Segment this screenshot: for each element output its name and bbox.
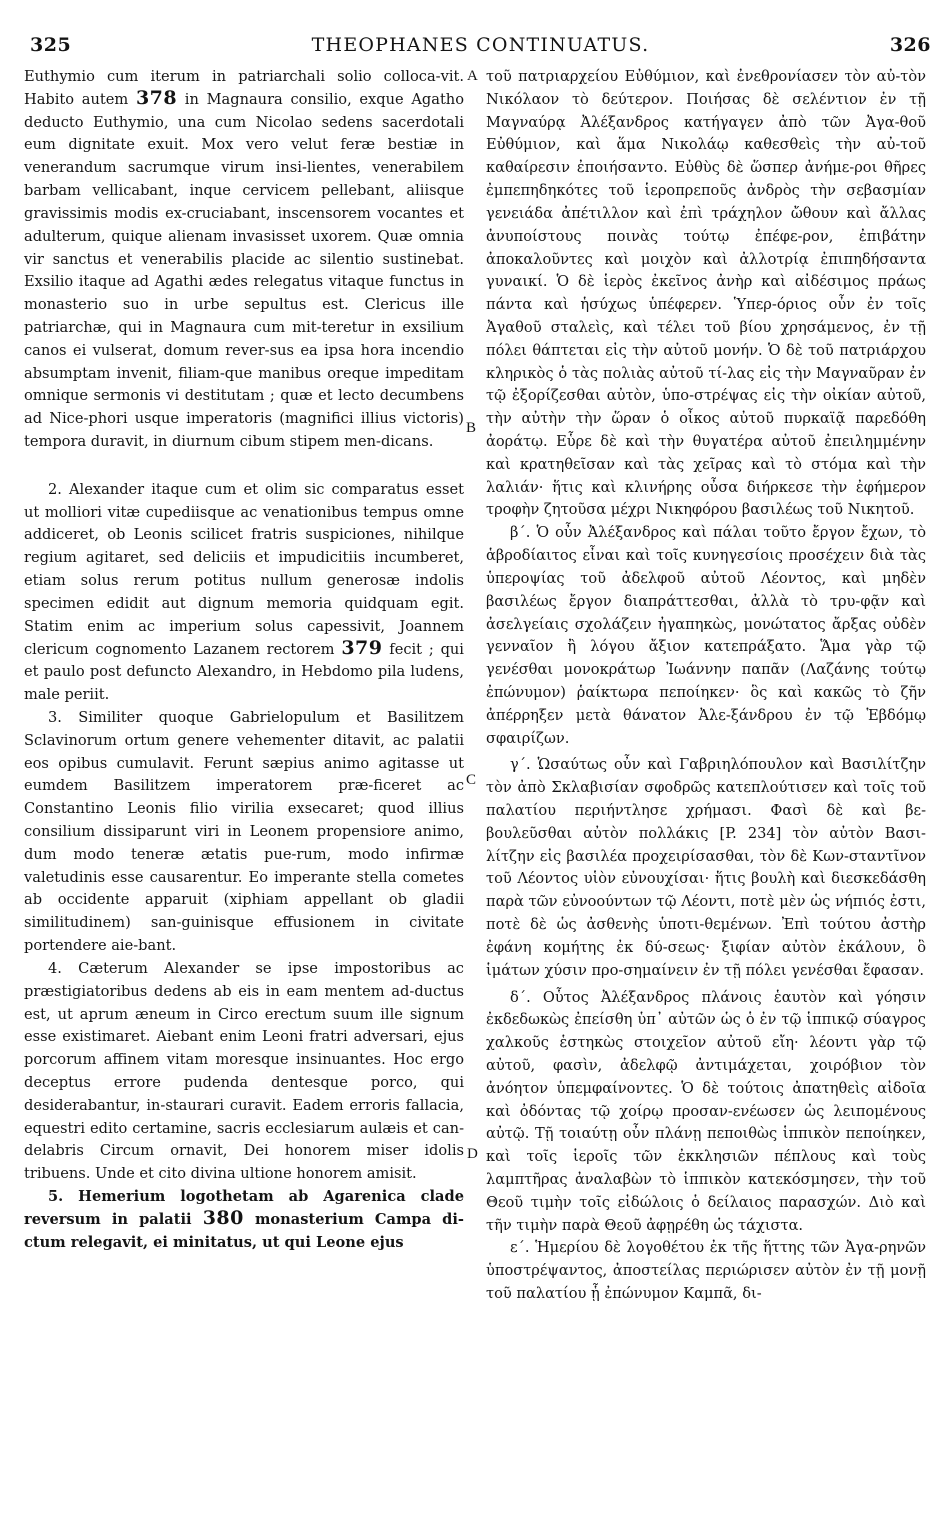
page-header (30, 30, 931, 64)
greek-paragraph-1: τοῦ πατριαρχείου Εὐθύμιον, καὶ ἐνεθρονίασεν τὸν αὐ-τὸν Νικόλαον τὸ δεύτερον. Ποιήσας δὲ σελέντιον ἐν τῇ Μαγναύρᾳ Ἀλέξανδρος κατήγαγεν ἀπὸ τῶν Ἀγα-θοῦ Εὐθύμιον, καὶ ἅμα Νικολάῳ καθεσθεὶς τὴν αὐ-τοῦ καθαίρεσιν ἐποιήσαντο. Εὐθὺς δὲ ὥσπερ ἀνήμε-ροι θῆρες ἐμπεπηδηκότες τοῦ ἱεροπρεποῦς ἀνδρὸς τὴν σεβασμίαν γενειάδα ἀπέτιλλον καὶ ἐπὶ τράχηλον ὤθουν καὶ ἄλλας ἀνυποίστους ποινὰς τούτῳ ἐπέφε-ρον, ἐπιβάτην ἀποκαλοῦντες καὶ μοιχὸν καὶ ἀλλοτρίᾳ ἐπιπηδήσαντα γυναικί. Ὁ δὲ ἱερὸς ἐκεῖνος ἀνὴρ καὶ αἰδέσιμος πράως πάντα καὶ ἡσύχως ὑπέφερεν. Ὑπερ-όριος οὖν ἐν τοῖς Ἀγαθοῦ σταλεὶς, καὶ τέλει τοῦ βίου χρησάμενος, ἐν τῇ πόλει θάπτεται εἰς τὴν αὐτοῦ μονήν. Ὁ δὲ τοῦ πατριάρχου κληρικὸς ὁ τὰς πολιὰς αὐτοῦ τί-λας εἰς τὴν Μαγναῦραν ἐν τῷ ἐξορίζεσθαι αὐτὸν, ὑπο-στρέψας εἰς τὴν οἰκίαν αὐτοῦ, τὴν αὐτὴν τὴν ὥραν ὁ οἶκος αὐτοῦ πυρκαϊᾷ παρεδόθη ἀοράτῳ. Εὗρε δὲ καὶ τὴν θυγατέρα αὐτοῦ ἐπειλημμένην καὶ κρατηθεῖσαν καὶ τὰς χεῖρας καὶ τὸ στόμα καὶ τὴν λαλιάν· ἥτις καὶ κλινήρης οὖσα διήρκεσε τὴν ἐφήμερον τροφὴν ζητοῦσα μέχρι Νικηφόρου βασιλέως τοῦ Νικητοῦ. (486, 68, 926, 519)
page-reference-378: 378 (135, 86, 178, 109)
section-gap (24, 454, 464, 479)
latin-text: in Magnaura consilio, exque Agatho deducto Euthymio, una cum Nicolao sedens sacerdotali eum dignitate exuit. Mox vero velut feræ bestiæ in venerandum sacrumque virum insi-lientes, venerabilem barbam vellicabant, inque cervicem pellebant, aliisque gravissimis modis ex-cruciabant, inscensorem vocantes et adulterum, quique alienam invasisset uxorem. Quæ omnia vir sanctus et venerabilis placide ac silentio sustinebat. Exsilio itaque ad Agathi ædes relegatus vitaque functus in monasterio suo in urbe sepultus est. Clericus ille patriarchæ, qui in Magnaura cum mit-teretur in exsilium canos ei vulserat, domum rever-sus ea ipsa hora incendio absumptam invenit, filiam-que manibus oreque impeditam omnique sermonis vi destitutam ; quæ et lecto decumbens ad Nice-phori usque imperatoris (magnifici illius victoris) tempora duravit, in diurnum cibum stipem men-dicans. (24, 90, 464, 450)
latin-paragraph-4: 4. Cæterum Alexander se ipse impostoribus ac præstigiatoribus dedens ab eis in eam mentem ad-ductus est, ut aprum æneum in Circo erectum suum ille signum esse existimaret. Aiebant enim Leoni fratri adversari, ejus porcorum affinem vitam moresque insinuantes. Hoc ergo deceptus errore pudenda dentesque porco, qui desiderabantur, in-staurari curavit. Eadem erroris fallacia, equestri edito certamine, sacris ecclesiarum aulæis et can-delabris Circum ornavit, Dei honorem miser idolis tribuens. Unde et cito divina ultione honorem amisit. (24, 959, 464, 1183)
greek-paragraph-2: β΄. Ὁ οὖν Ἀλέξανδρος καὶ πάλαι τοῦτο ἔργον ἔχων, τὸ ἁβροδίαιτος εἶναι καὶ τοῖς κυνηγεσίοις προσέχειν διὰ τὰς ὑπεροψίας τοῦ ἀδελφοῦ αὐτοῦ Λέοντος, καὶ μηδὲν βασιλέως ἔργον διαπράττεσθαι, ἀλλὰ τὸ τρυ-φᾷν καὶ ἀσελγείαις σχολάζειν ἠγαπηκὼς, μονώτατος ἄρξας οὐδὲν γενναῖον ἢ λόγου ἄξιον κατεπράξατο. Ἅμα γὰρ τῷ γενέσθαι μονοκράτωρ Ἰωάννην παπᾶν (Λαζάνης τούτῳ ἐπώνυμον) ῥαίκτωρα πεποίηκεν· ὃς καὶ κακῶς τὸ ζῆν ἀπέρρηξεν μετὰ θάνατον Ἀλε-ξάνδρου ἐν τῷ Ἑβδόμῳ σφαιρίζων. (486, 524, 926, 747)
greek-column (486, 66, 926, 1306)
margin-letter-c: C (466, 772, 477, 788)
latin-text: fecit ; qui et paulo post defuncto Alexandro, in Hebdomo pila ludens, male periit. (24, 640, 464, 704)
running-title: THEOPHANES CONTINUATUS. (311, 34, 650, 56)
margin-letter-d: D (467, 1146, 478, 1162)
latin-column (24, 66, 464, 1254)
latin-text: monasterium Campa di-ctum relegavit, ei minitatus, ut qui Leone ejus (24, 1210, 464, 1251)
latin-paragraph-5 (24, 1186, 464, 1254)
latin-text: 2. Alexander itaque cum et olim sic comparatus esset ut molliori vitæ cupediisque ac venationibus tempus omne addiceret, ob Leonis scilicet fratris suspiciones, nihilque regium agitaret, sed deliciis et impudicitiis incumberet, etiam solus rerum potitus nullum generosæ indolis specimen edidit aut dignum memoria quidquam egit. Statim enim ac imperium solus capessivit, Joannem clericum cognomento Lazanem rectorem (24, 480, 464, 658)
latin-paragraph-3: 3. Similiter quoque Gabrielopulum et Basilitzem Sclavinorum ortum genere vehementer ditavit, ac palatii eos opibus cumulavit. Ferunt sæpius animo agitasse ut eumdem Basilitzem imperatorem præ-ficeret ac Constantino Leonis filio virilia exsecaret; quod illius consilium dissiparunt viri in Leonem propensiore animo, dum modo teneræ ætatis pue-rum, modo infirmæ valetudinis esse causarentur. Eo imperante stella cometes ab occidente apparuit (xiphiam appellant ob gladii similitudinem) san-guinisque effusionem in civitate portendere aie-bant. (24, 708, 464, 955)
page-number-left: 325 (30, 34, 72, 56)
latin-paragraph-2 (24, 479, 464, 707)
latin-paragraph-1 (24, 66, 464, 454)
greek-paragraph-5: ε΄. Ἡμερίου δὲ λογοθέτου ἐκ τῆς ἥττης τῶν Ἀγα-ρηνῶν ὑποστρέψαντος, ἀποστείλας περιώρισεν αὐτὸν ἐν τῇ μονῇ τοῦ παλατίου ᾗ ἐπώνυμον Καμπᾶ, δι- (486, 1239, 926, 1303)
margin-letter-a: A (467, 68, 478, 84)
page-reference-379: 379 (341, 636, 383, 659)
page-reference-380: 380 (202, 1206, 244, 1229)
latin-text: 5. Hemerium logothetam ab Agarenica clade reversum in palatii (24, 1188, 464, 1228)
latin-text: Euthymio cum iterum in patriarchali solio colloca-vit. Habito autem (24, 68, 464, 108)
margin-letter-b: B (466, 420, 477, 436)
greek-paragraph-3: γ΄. Ὡσαύτως οὖν καὶ Γαβριηλόπουλον καὶ Βασιλίτζην τὸν ἀπὸ Σκλαβισίαν σφοδρῶς κατεπλούτισεν καὶ τοῖς τοῦ παλατίου περιήντλησε χρήμασι. Φασὶ δὲ καὶ βε-βουλεῦσθαι αὐτὸν πολλάκις [P. 234] τὸν αὐτὸν Βασι-λίτζην εἰς βασιλέα προχειρίσασθαι, τὸν δὲ Κων-σταντῖνον τοῦ Λέοντος υἱὸν εὐνουχίσαι· ἥτις βουλὴ καὶ διεσκεδάσθη παρὰ τῶν εὐνοούντων τῷ Λέοντι, ποτὲ μὲν ὡς νήπιός ἐστι, ποτὲ δὲ ὡς ἀσθενὴς ὑποτι-θεμένων. Ἐπὶ τούτου ἀστὴρ ἐφάνη κομήτης ἐκ δύ-σεως· ξιφίαν αὐτὸν ἐκάλουν, ὃ ἱμάτων χύσιν προ-σημαίνειν ἐν τῇ πόλει γενέσθαι ἔφασαν. (486, 756, 926, 979)
page-number-right: 326 (889, 34, 931, 56)
greek-paragraph-4: δ΄. Οὗτος Ἀλέξανδρος πλάνοις ἑαυτὸν καὶ γόησιν ἐκδεδωκὼς ἐπείσθη ὑπ᾽ αὐτῶν ὡς ὁ ἐν τῷ ἱππικῷ σύαγρος χαλκοῦς ἑστηκὼς στοιχεῖον αὐτοῦ εἴη· λέοντι γὰρ τῷ αὐτοῦ, φασὶν, ἀδελφῷ ἀντιμάχεται, χοιρόβιον τὸν ἀνόητον ὑπεμφαίνοντες. Ὁ δὲ τούτοις ἀπατηθεὶς αἰδοῖα καὶ ὀδόντας τῷ χοίρῳ προσαν-ενέωσεν ὡς λειπομένους αὐτῷ. Τῇ τοιαύτῃ οὖν πλάνῃ πεποιθὼς ἱππικὸν πεποίηκεν, καὶ τοῖς ἱεροῖς τῶν ἐκκλησιῶν πέπλους καὶ τοὺς λαμπτῆρας ἀναλαβὼν τὸ ἱππικὸν κατεκόσμησεν, τὴν τοῦ Θεοῦ τιμὴν τοῖς εἰδώλοις ὁ δείλαιος παρασχών. Διὸ καὶ τῆν τιμὴν παρὰ Θεοῦ ἀφῃρέθη ὡς τάχιστα. (486, 988, 926, 1234)
